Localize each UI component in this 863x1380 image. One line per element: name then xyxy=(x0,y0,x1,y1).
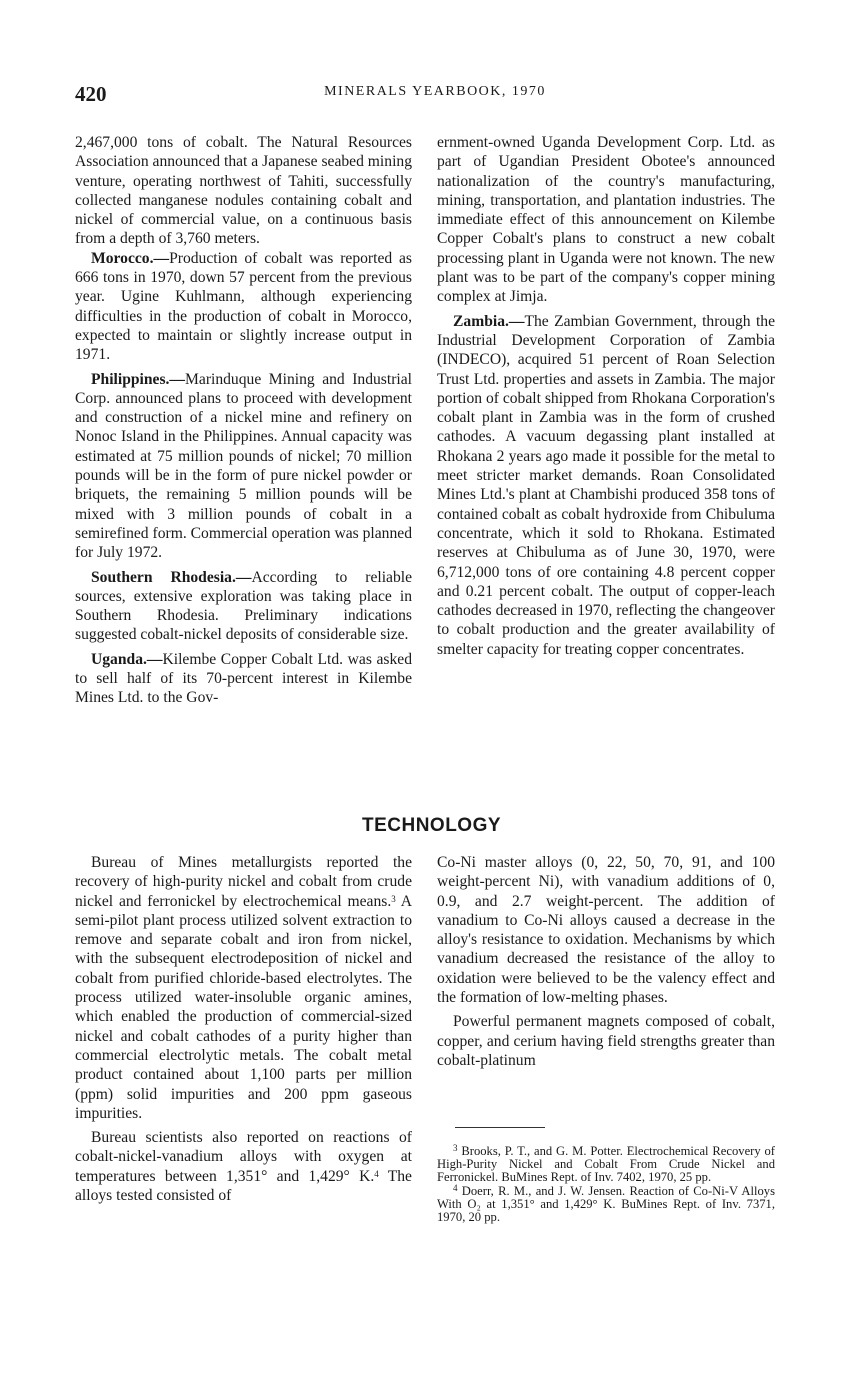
alloy-reactions-text-b: The alloys tested consisted of xyxy=(75,1167,412,1205)
country-heading-southern-rhodesia: Southern Rhodesia.— xyxy=(91,568,252,586)
paragraph-tahiti: 2,467,000 tons of cobalt. The Natural Resources Association announced that a Japanese seabed mining venture, operating northwest of Tahiti, successfully collected manganese nodules containing cobalt and nickel of commercial value, on a continuous basis from a depth of 3,760 meters. xyxy=(75,134,412,248)
morocco-text: Production of cobalt was reported as 666 tons in 1970, down 57 percent from the previous year. Ugine Kuhlmann, although experiencing difficulties in the production of cobalt in Morocco, expected to maintain or slightly increase output in 1971. xyxy=(75,249,412,364)
running-title: MINERALS YEARBOOK, 1970 xyxy=(324,84,546,99)
footnote-4-text: Doerr, R. M., and J. W. Jensen. Reaction of Co-Ni-V Alloys With O₂ at 1,351° and 1,429° K. BuMines Rept. of Inv. 7371, 1970, 20 pp. xyxy=(437,1183,775,1225)
country-heading-uganda: Uganda.— xyxy=(91,650,163,668)
alloy-reactions-text-a: Bureau scientists also reported on reactions of cobalt-nickel-vanadium alloys with oxygen at temperatures between 1,351° and 1,429° K. xyxy=(75,1129,412,1185)
paragraph-nickel-recovery xyxy=(75,853,412,1123)
rhodesia-text: According to reliable sources, extensive exploration was taking place in Southern Rhodesia. Preliminary indications suggested cobalt-nickel deposits of considerable size. xyxy=(75,568,413,644)
page-number: 420 xyxy=(75,82,107,106)
uganda-text: Kilembe Copper Cobalt Ltd. was asked to sell half of its 70-percent interest in Kilembe Mines Ltd. to the Gov- xyxy=(75,650,412,707)
paragraph-alloy-reactions xyxy=(75,1128,412,1205)
paragraph-philippines xyxy=(75,370,412,563)
paragraph-zambia xyxy=(437,312,775,659)
left-column-top xyxy=(75,133,412,708)
footnote-mark-3: 3 xyxy=(453,1143,458,1153)
paragraph-morocco xyxy=(75,249,412,365)
footnote-ref-4: 4 xyxy=(374,1168,379,1179)
paragraph-master-alloys: Co-Ni master alloys (0, 22, 50, 70, 91, and 100 weight-percent Ni), with vanadium additions of 0, 0.9, and 2.7 weight-percent. The addition of vanadium to Co-Ni alloys caused a decrease in the alloy's resistance to oxidation. Mechanisms by which vanadium decreased the resistance of the alloy to oxidation were believed to be the valency effect and the formation of low-melting phases. xyxy=(437,854,775,1007)
country-heading-morocco: Morocco.— xyxy=(91,249,170,267)
footnote-4 xyxy=(437,1182,775,1225)
country-heading-philippines: Philippines.— xyxy=(91,370,186,388)
footnote-mark-4: 4 xyxy=(453,1182,458,1193)
footnotes xyxy=(437,1145,775,1224)
right-column-top xyxy=(437,133,775,659)
zambia-text: The Zambian Government, through the Industrial Development Corporation of Zambia (INDECO), acquired 51 percent of Roan Selection Trust Ltd. properties and assets in Zambia. The major portion of cobalt shipped from Rhokana Corporation's cobalt plant in Zambia was in the form of crushed cathodes. A vacuum degassing plant installed at Rhokana 2 years ago made it possible for the metal to meet stricter market demands. Roan Consolidated Mines Ltd.'s plant at Chambishi produced 358 tons of contained cobalt as cobalt hydroxide from Chibuluma concentrate, which it sold to Rhokana. Estimated reserves at Chibuluma as of June 30, 1970, were 6,712,000 tons of ore containing 4.8 percent copper and 0.21 percent cobalt. The output of copper-leach cathodes decreased in 1970, reflecting the changeover to cobalt production and the greater availability of smelter capacity for treating copper concentrates. xyxy=(437,312,776,658)
footnote-3-text: Brooks, P. T., and G. M. Potter. Electrochemical Recovery of High-Purity Nickel and Cobalt From Crude Nickel and Ferronickel. BuMines Rept. of Inv. 7402, 1970, 25 pp. xyxy=(437,1144,775,1185)
nickel-recovery-text-a: Bureau of Mines metallurgists reported the recovery of high-purity nickel and cobalt from crude nickel and ferronickel by electrochemical means. xyxy=(75,854,412,910)
paragraph-southern-rhodesia xyxy=(75,568,412,645)
paragraph-magnets: Powerful permanent magnets composed of cobalt, copper, and cerium having field strengths greater than cobalt-platinum xyxy=(437,1013,775,1069)
country-heading-zambia: Zambia.— xyxy=(453,312,525,330)
footnote-3 xyxy=(437,1145,775,1185)
right-column-bottom xyxy=(437,853,775,1070)
page-header xyxy=(75,82,795,112)
paragraph-uganda xyxy=(75,650,412,708)
footnote-ref-3: 3 xyxy=(391,893,396,904)
section-heading-technology: TECHNOLOGY xyxy=(361,815,502,836)
nickel-recovery-text-b: A semi-pilot plant process utilized solvent extraction to remove and separate cobalt and iron from nickel, with the subsequent electrodeposition of nickel and cobalt from purified chloride-based electrolytes. The process utilized water-insoluble organic amines, which enabled the production of commercial-sized nickel and cobalt cathodes of a purity higher than commercial electrolytic metals. The cobalt metal product contained about 1,100 parts per million (ppm) solid impurities and 200 ppm gaseous impurities. xyxy=(75,892,412,1122)
footnote-divider xyxy=(455,1127,545,1128)
paragraph-uganda-continued: ernment-owned Uganda Development Corp. Ltd. as part of Ugandian President Obotee's announced nationalization of the country's manufacturing, mining, transportation, and plantation industries. The immediate effect of this announcement on Kilembe Copper Cobalt's plans to construct a new cobalt processing plant in Uganda were not known. The new plant was to be part of the company's copper mining complex at Jimja. xyxy=(437,134,775,306)
philippines-text: Marinduque Mining and Industrial Corp. announced plans to proceed with development and construction of a nickel mine and refinery on Nonoc Island in the Philippines. Annual capacity was estimated at 75 million pounds of nickel; 70 million pounds will be in the form of pure nickel powder or briquets, the remaining 5 million pounds will be mixed with 3 million pounds of cobalt in a semirefined form. Commercial operation was planned for July 1972. xyxy=(75,370,412,562)
left-column-bottom xyxy=(75,853,412,1205)
